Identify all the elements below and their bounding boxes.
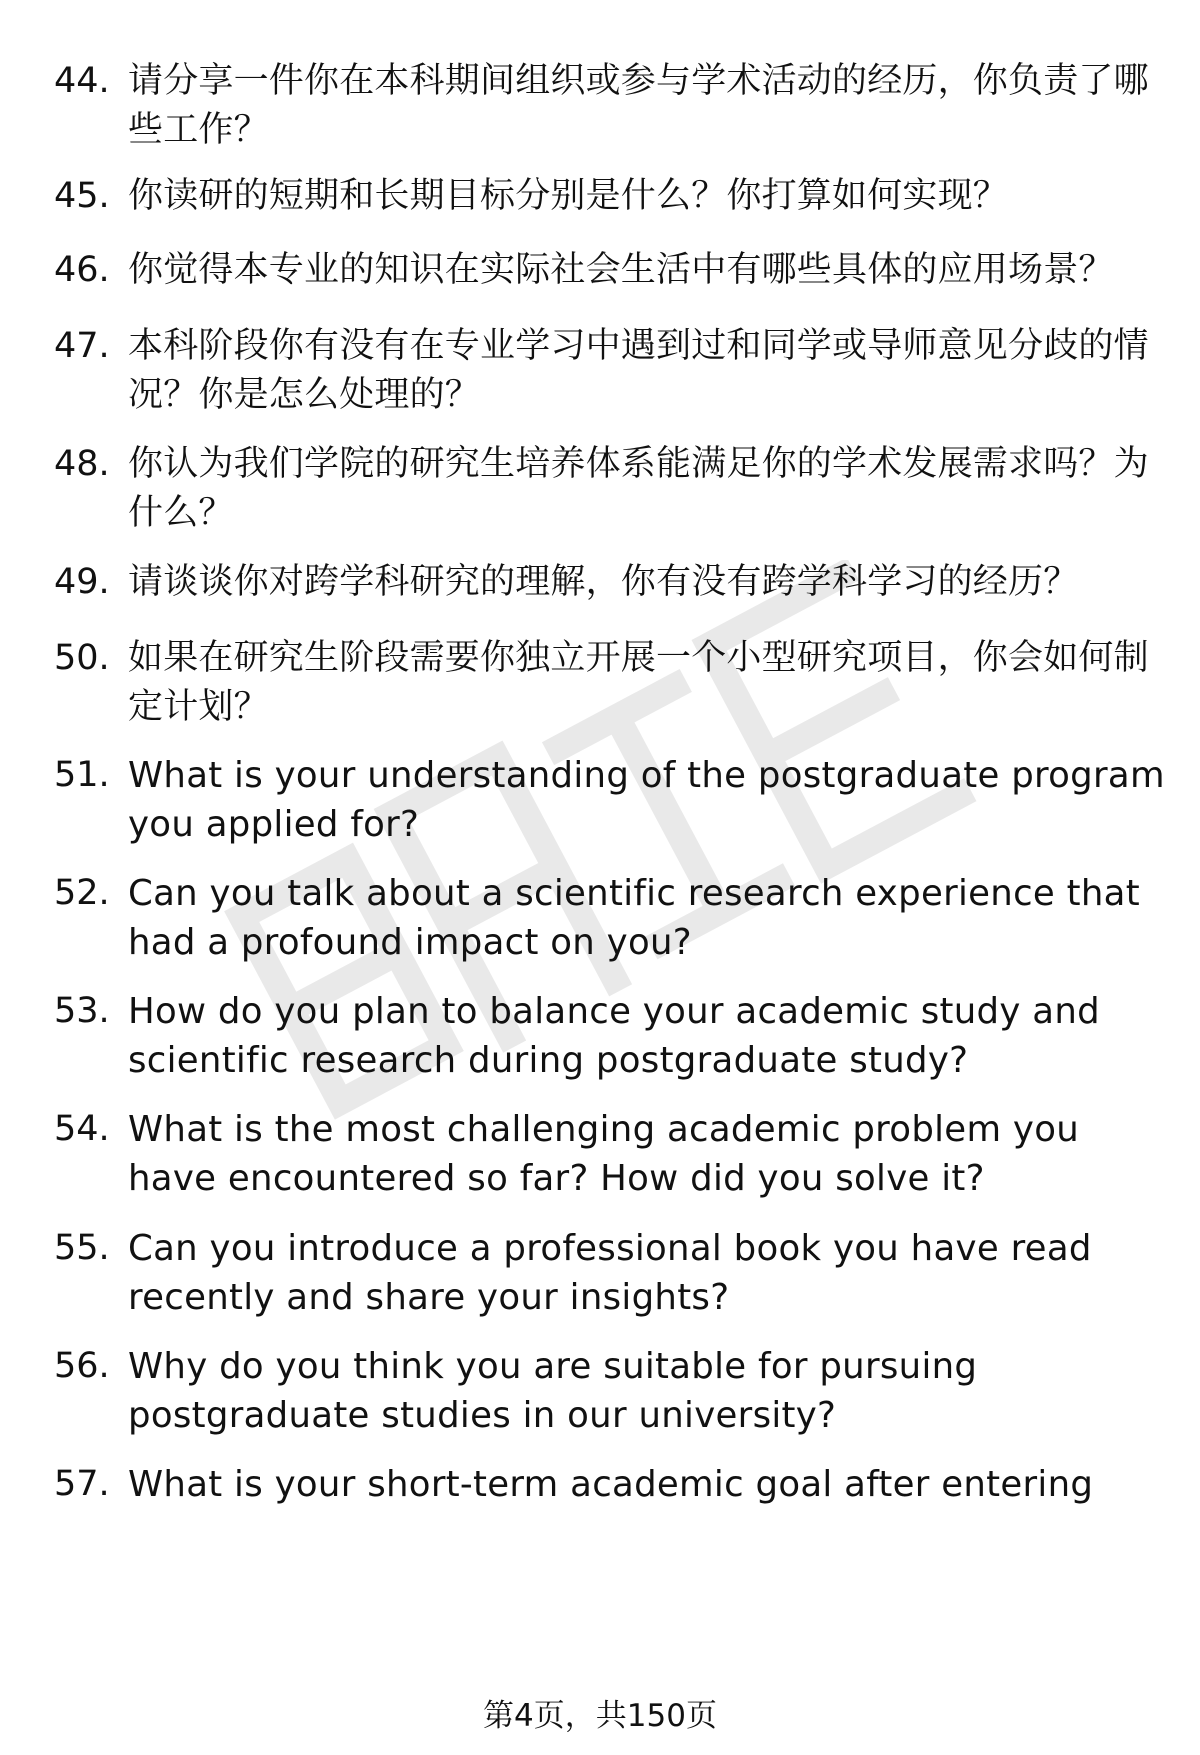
question-number: 51. [54, 755, 110, 795]
question-text: 你觉得本专业的知识在实际社会生活中有哪些具体的应用场景？ [128, 250, 1114, 290]
question-text: How do you plan to balance your academic study and scientific research during postgraduate study? [128, 991, 1100, 1081]
question-text: 请谈谈你对跨学科研究的理解，你有没有跨学科学习的经历？ [128, 562, 1079, 602]
question-number: 53. [54, 991, 110, 1031]
question-text: 本科阶段你有没有在专业学习中遇到过和同学或导师意见分歧的情况？你是怎么处理的？ [128, 326, 1149, 415]
question-text: 你认为我们学院的研究生培养体系能满足你的学术发展需求吗？为什么？ [128, 444, 1149, 533]
question-text: 如果在研究生阶段需要你独立开展一个小型研究项目，你会如何制定计划？ [128, 638, 1149, 727]
question-text: 请分享一件你在本科期间组织或参与学术活动的经历，你负责了哪些工作？ [128, 61, 1149, 150]
question-text: What is your short-term academic goal after entering [128, 1464, 1094, 1505]
question-text: What is the most challenging academic problem you have encountered so far? How did you solve it? [128, 1109, 1080, 1199]
question-number: 50. [54, 638, 110, 678]
question-number: 46. [54, 250, 110, 290]
question-number: 56. [54, 1346, 110, 1386]
page-number-footer: 第4页，共150页 [483, 1698, 717, 1734]
question-text: What is your understanding of the postgraduate program you applied for? [128, 755, 1165, 845]
question-number: 48. [54, 444, 110, 484]
question-text: Why do you think you are suitable for pursuing postgraduate studies in our university? [128, 1346, 978, 1436]
question-number: 55. [54, 1228, 110, 1268]
question-number: 44. [54, 61, 110, 101]
question-number: 57. [54, 1464, 110, 1504]
question-number: 47. [54, 326, 110, 366]
question-text: Can you talk about a scientific research experience that had a profound impact on you? [128, 873, 1140, 963]
question-text: Can you introduce a professional book you have read recently and share your insights? [128, 1228, 1092, 1318]
question-text: 你读研的短期和长期目标分别是什么？你打算如何实现？ [128, 176, 1009, 216]
question-number: 49. [54, 562, 110, 602]
question-number: 54. [54, 1109, 110, 1149]
question-number: 52. [54, 873, 110, 913]
question-number: 45. [54, 176, 110, 216]
